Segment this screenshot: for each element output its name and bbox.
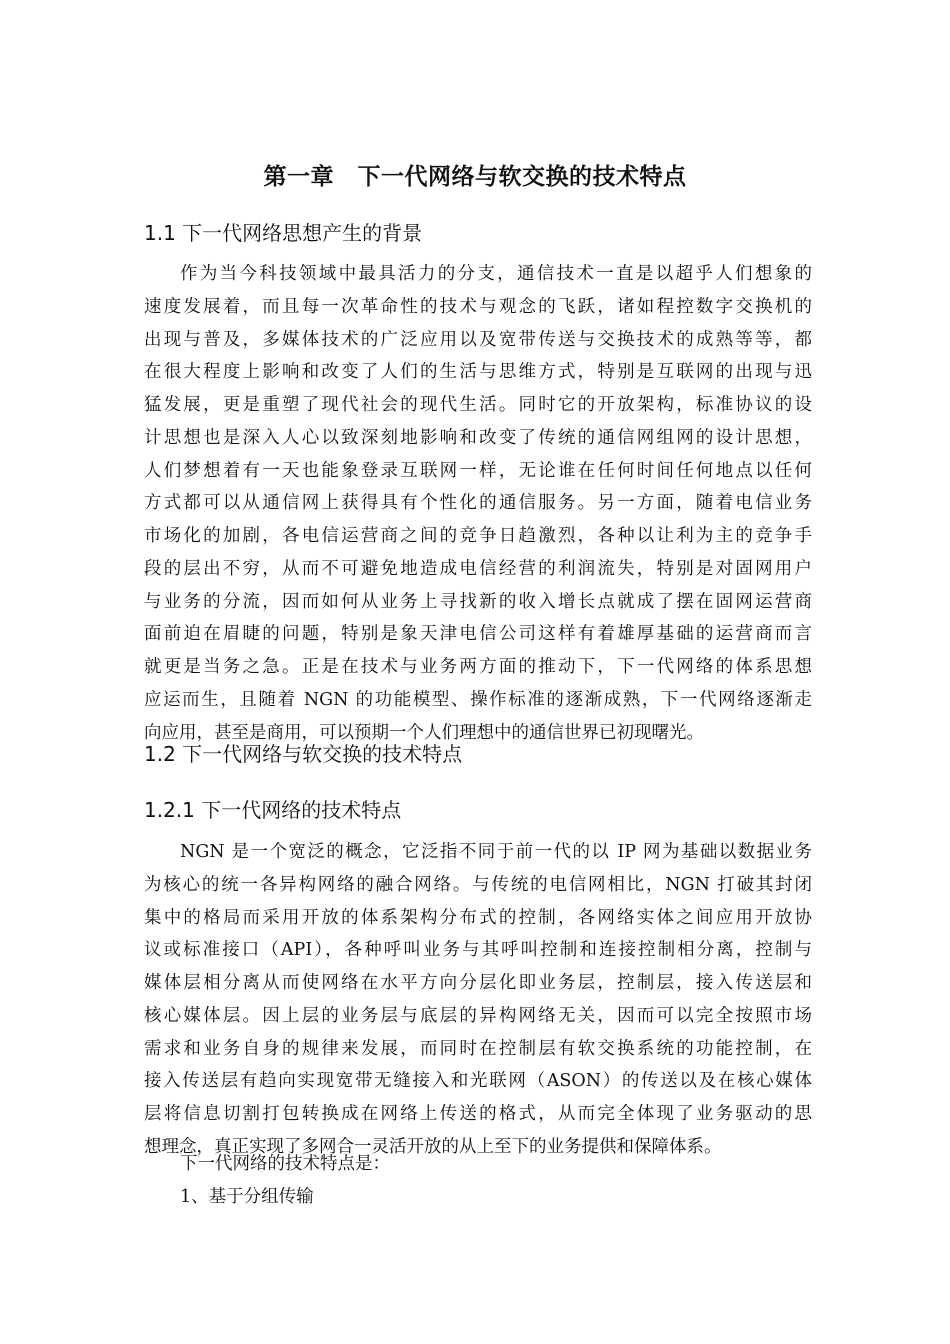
text-line: 接入传送层有趋向实现宽带无缝接入和光联网（ASON）的传送以及在核心媒体 <box>144 1071 812 1092</box>
section-heading-1-2-1: 1.2.1 下一代网络的技术特点 <box>144 798 402 822</box>
text-line: 面前迫在眉睫的问题，特别是象天津电信公司这样有着雄厚基础的运营商而言 <box>144 624 812 645</box>
text-line: 应运而生，且随着 NGN 的功能模型、操作标准的逐渐成熟，下一代网络逐渐走 <box>144 689 812 710</box>
text-line: 核心媒体层。因上层的业务层与底层的异构网络无关，因而可以完全按照市场 <box>144 1005 812 1026</box>
text-line: 集中的格局而采用开放的体系架构分布式的控制，各网络实体之间应用开放协 <box>144 907 812 928</box>
text-line: 市场化的加剧，各电信运营商之间的竞争日趋激烈，各种以让利为主的竞争手 <box>144 526 812 546</box>
text-line: 需求和业务自身的规律来发展，而同时在控制层有软交换系统的功能控制，在 <box>144 1038 812 1059</box>
text-line: 计思想也是深入人心以致深刻地影响和改变了传统的通信网组网的设计思想， <box>144 427 812 448</box>
text-line: 出现与普及，多媒体技术的广泛应用以及宽带传送与交换技术的成熟等等，都 <box>144 329 812 350</box>
text-line: 方式都可以从通信网上获得具有个性化的通信服务。另一方面，随着电信业务 <box>144 493 812 514</box>
features-intro: 下一代网络的技术特点是： <box>180 1154 390 1174</box>
section-heading-1-1: 1.1 下一代网络思想产生的背景 <box>144 221 423 245</box>
text-line: 在很大程度上影响和改变了人们的生活与思维方式，特别是互联网的出现与迅 <box>144 362 812 383</box>
text-line: 层将信息切割打包转换成在网络上传送的格式，从而完全体现了业务驱动的思 <box>144 1104 812 1124</box>
paragraph-background <box>144 258 812 749</box>
text-line: 作为当今科技领域中最具活力的分支，通信技术一直是以超乎人们想象的 <box>180 264 812 284</box>
text-line: 向应用，甚至是商用，可以预期一个人们理想中的通信世界已初现曙光。 <box>144 722 704 743</box>
text-line: 速度发展着，而且每一次革命性的技术与观念的飞跃，诸如程控数字交换机的 <box>144 296 812 317</box>
text-line: 为核心的统一各异构网络的融合网络。与传统的电信网相比，NGN 打破其封闭 <box>144 874 812 895</box>
section-heading-1-2: 1.2 下一代网络与软交换的技术特点 <box>144 742 463 766</box>
text-line: 媒体层相分离从而使网络在水平方向分层化即业务层，控制层，接入传送层和 <box>144 973 812 993</box>
text-line: 就更是当务之急。正是在技术与业务两方面的推动下，下一代网络的体系思想 <box>144 657 812 677</box>
paragraph-ngn-features <box>144 836 812 1164</box>
text-line: 猛发展，更是重塑了现代社会的现代生活。同时它的开放架构，标准协议的设 <box>144 395 812 415</box>
text-line: 议或标准接口（API），各种呼叫业务与其呼叫控制和连接控制相分离，控制与 <box>144 940 812 961</box>
text-line: 与业务的分流，因而如何从业务上寻找新的收入增长点就成了摆在固网运营商 <box>144 591 812 612</box>
chapter-title: 第一章 下一代网络与软交换的技术特点 <box>263 164 687 190</box>
text-line: NGN 是一个宽泛的概念，它泛指不同于前一代的以 IP 网为基础以数据业务 <box>180 842 812 862</box>
text-line: 人们梦想着有一天也能象登录互联网一样，无论谁在任何时间任何地点以任何 <box>144 460 812 481</box>
feature-item-1: 1、基于分组传输 <box>180 1187 314 1207</box>
text-line: 想理念，真正实现了多网合一灵活开放的从上至下的业务提供和保障体系。 <box>144 1136 722 1157</box>
text-line: 段的层出不穷，从而不可避免地造成电信经营的利润流失，特别是对固网用户 <box>144 558 812 579</box>
